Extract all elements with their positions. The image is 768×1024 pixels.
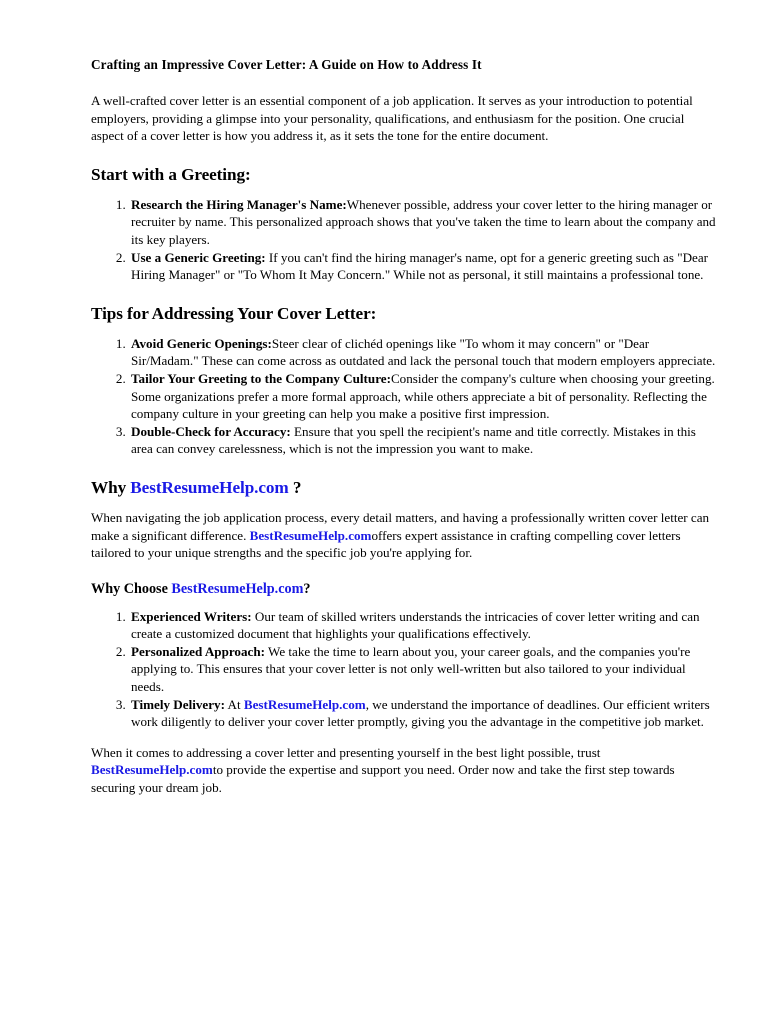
brand-link[interactable]: BestResumeHelp.com xyxy=(249,527,372,543)
closing-paragraph xyxy=(91,744,719,797)
list-item-text: We take the time to learn about you, your career goals, and the companies you're applying to. This ensures that your cover letter is not only well-written but also tailored to your individual needs. xyxy=(131,643,691,695)
list-item xyxy=(129,696,719,731)
list-item-lead: Use a Generic Greeting: xyxy=(131,249,266,265)
why-choose-heading-prefix: Why Choose xyxy=(91,580,172,597)
brand-link[interactable]: BestResumeHelp.com xyxy=(243,696,366,712)
list-item-text: Steer clear of clichéd openings like "To whom it may concern" or "Dear Sir/Madam." These can come across as outdated and lack the personal touch that modern employers appreciate. xyxy=(131,335,716,369)
list-item-text: If you can't find the hiring manager's name, opt for a generic greeting such as "Dear Hiring Manager" or "To Whom It May Concern." While not as personal, it still maintains a professional tone. xyxy=(131,249,709,283)
list-item xyxy=(129,370,719,423)
why-paragraph xyxy=(91,509,719,562)
document-content xyxy=(91,56,719,797)
list-item xyxy=(129,423,719,458)
brand-link[interactable]: BestResumeHelp.com xyxy=(91,762,213,778)
section-heading-why-choose xyxy=(91,580,719,598)
intro-paragraph: A well-crafted cover letter is an essential component of a job application. It serves as your introduction to potential employers, providing a glimpse into your personality, qualifications, and enthusiasm for the position. One crucial aspect of a cover letter is how you address it, as it sets the tone for the entire document. xyxy=(91,93,693,144)
list-item-lead: Timely Delivery: xyxy=(131,696,225,712)
list-item-text: Our team of skilled writers understands the intricacies of cover letter writing and can create a customized document that highlights your qualifications effectively. xyxy=(131,608,700,642)
list-item xyxy=(129,249,719,284)
list-item-lead: Research the Hiring Manager's Name: xyxy=(131,196,347,212)
tips-list xyxy=(91,335,719,458)
why-paragraph-part2: offers expert assistance in crafting compelling cover letters tailored to your unique strengths and the specific job you're applying for. xyxy=(91,527,681,561)
brand-link[interactable]: BestResumeHelp.com xyxy=(130,477,289,497)
list-item-lead: Personalized Approach: xyxy=(131,643,265,659)
list-item-text-before-brand: At xyxy=(224,696,244,712)
closing-part1: When it comes to addressing a cover letter and presenting yourself in the best light possible, trust xyxy=(91,744,601,760)
list-item-lead: Double-Check for Accuracy: xyxy=(131,423,291,439)
list-item-text: Consider the company's culture when choosing your greeting. Some organizations prefer a more formal approach, while others appreciate a bit of personality. Reflecting the company culture in your greeting can help you make a positive first impression. xyxy=(131,370,715,422)
list-item-text: Ensure that you spell the recipient's name and title correctly. Mistakes in this area can convey carelessness, which is not the impression you want to make. xyxy=(131,423,696,457)
section-heading-greeting: Start with a Greeting: xyxy=(91,164,251,184)
why-paragraph-part1: When navigating the job application process, every detail matters, and having a professionally written cover letter can make a significant difference. xyxy=(91,509,710,543)
greeting-list xyxy=(91,196,719,284)
why-choose-list xyxy=(91,608,719,731)
why-choose-heading-suffix: ? xyxy=(303,580,311,597)
list-item-text-after-brand: , we understand the importance of deadlines. Our efficient writers work diligently to deliver your cover letter promptly, giving you the advantage in the competitive job market. xyxy=(131,696,710,730)
list-item xyxy=(129,196,719,249)
why-heading-prefix: Why xyxy=(91,477,131,497)
list-item-lead: Tailor Your Greeting to the Company Culture: xyxy=(131,370,391,386)
list-item-lead: Avoid Generic Openings: xyxy=(131,335,272,351)
section-heading-tips: Tips for Addressing Your Cover Letter: xyxy=(91,303,377,323)
closing-part2: to provide the expertise and support you need. Order now and take the first step towards securing your dream job. xyxy=(91,762,675,796)
why-heading-suffix: ? xyxy=(288,477,302,497)
page-title: Crafting an Impressive Cover Letter: A Guide on How to Address It xyxy=(91,57,482,72)
section-heading-why xyxy=(91,477,719,498)
list-item xyxy=(129,643,719,696)
list-item xyxy=(129,335,719,370)
brand-link[interactable]: BestResumeHelp.com xyxy=(171,580,304,597)
list-item xyxy=(129,608,719,643)
list-item-text: Whenever possible, address your cover letter to the hiring manager or recruiter by name. This personalized approach shows that you've taken the time to learn about the company and its key players. xyxy=(131,196,716,247)
list-item-lead: Experienced Writers: xyxy=(131,608,252,624)
